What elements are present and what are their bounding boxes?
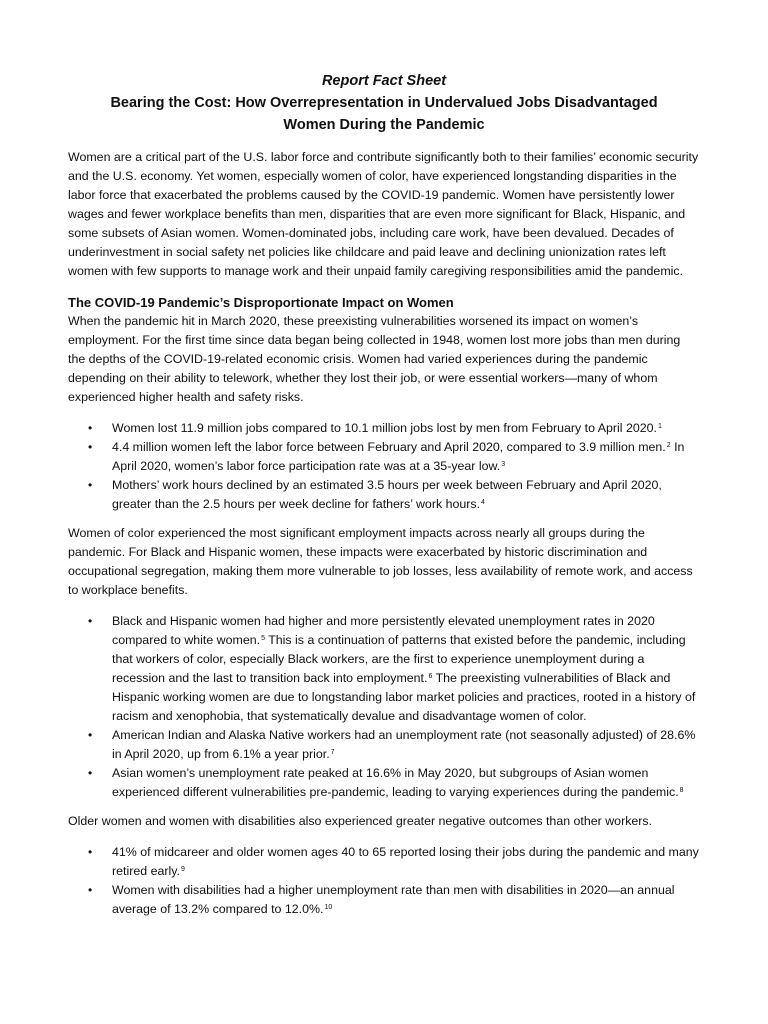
bullet-icon: • (88, 883, 93, 897)
bullet-list-older-disabilities (68, 843, 700, 919)
document-content (68, 70, 700, 919)
list-item-text-continued: The preexisting vulnerabilities of Black and Hispanic working women are due to longstanding labor market policies and practices, rooted in a history of racism and xenophobia, that systematically devalue and disadvantage women of color. (112, 671, 696, 723)
older-women-paragraph: Older women and women with disabilities also experienced greater negative outcomes than other workers. (68, 814, 653, 828)
bullet-icon: • (88, 766, 93, 780)
list-item-text: 4.4 million women left the labor force between February and April 2020, compared to 3.9 million men. (112, 440, 666, 454)
report-title-line-1: Bearing the Cost: How Overrepresentation in Undervalued Jobs Disadvantaged (110, 95, 658, 111)
list-item-black-hispanic (68, 612, 700, 726)
bullet-icon: • (88, 440, 93, 454)
bullet-icon: • (88, 421, 93, 435)
list-item-disabilities (68, 881, 700, 919)
list-item-labor-force (68, 438, 700, 476)
report-kicker: Report Fact Sheet (321, 73, 447, 89)
section-paragraph: When the pandemic hit in March 2020, these preexisting vulnerabilities worsened its impact on women’s employment. For the first time since data began being collected in 1948, women lost more jobs than men during the depths of the COVID-19-related economic crisis. Women had varied experiences during the pandemic depending on their ability to telework, whether they lost their job, or were essential workers—many of whom experienced higher health and safety risks. (68, 314, 681, 404)
footnote-ref: 9 (180, 866, 185, 873)
list-item-text-continued: In April 2020, women’s labor force participation rate was at a 35-year low. (112, 440, 685, 473)
list-item-text: American Indian and Alaska Native workers had an unemployment rate (not seasonally adjusted) of 28.6% in April 2020, up from 6.1% a year prior. (112, 728, 696, 761)
footnote-ref: 5 (261, 635, 265, 642)
bullet-list-job-losses (68, 419, 700, 514)
list-item-text: Women with disabilities had a higher unemployment rate than men with disabilities in 2020—an annual average of 13.2% compared to 12.0%. (112, 883, 675, 916)
women-of-color-paragraph: Women of color experienced the most significant employment impacts across nearly all groups during the pandemic. For Black and Hispanic women, these impacts were exacerbated by historic discrimination and occupational segregation, making them more vulnerable to job losses, less availability of remote work, and access to workplace benefits. (68, 526, 693, 597)
bullet-icon: • (88, 845, 93, 859)
report-title-line-2: Women During the Pandemic (283, 117, 485, 133)
document-header (68, 70, 700, 136)
footnote-ref: 4 (481, 499, 485, 506)
bullet-list-women-of-color (68, 612, 700, 802)
bullet-icon: • (88, 728, 93, 742)
section-heading: The COVID-19 Pandemic’s Disproportionate Impact on Women (68, 295, 454, 310)
footnote-ref: 10 (324, 904, 333, 911)
list-item-job-losses (68, 419, 700, 438)
footnote-ref: 1 (657, 423, 662, 430)
list-item-text: Asian women’s unemployment rate peaked at 16.6% in May 2020, but subgroups of Asian women experienced different vulnerabilities pre-pandemic, leading to varying experiences during the pandemic. (112, 766, 679, 799)
list-item-text: Women lost 11.9 million jobs compared to 10.1 million jobs lost by men from February to April 2020. (112, 421, 657, 435)
bullet-icon: • (88, 478, 93, 492)
list-item-asian-women (68, 764, 700, 802)
list-item-text: Mothers’ work hours declined by an estimated 3.5 hours per week between February and April 2020, greater than the 2.5 hours per week decline for fathers’ work hours. (112, 478, 662, 511)
footnote-ref: 8 (679, 787, 684, 794)
list-item-text-continued: This is a continuation of patterns that existed before the pandemic, including that workers of color, especially Black workers, are the first to experience unemployment during a recession and the last to transition back into employment. (112, 633, 686, 685)
list-item-american-indian (68, 726, 700, 764)
footnote-ref: 2 (666, 442, 671, 449)
list-item-midcareer (68, 843, 700, 881)
list-item-text: Black and Hispanic women had higher and more persistently elevated unemployment rates in 2020 compared to white women. (112, 614, 655, 647)
list-item-work-hours (68, 476, 700, 514)
list-item-text: 41% of midcareer and older women ages 40 to 65 reported losing their jobs during the pandemic and many retired early. (112, 845, 699, 878)
footnote-ref: 7 (330, 749, 335, 756)
intro-paragraph: Women are a critical part of the U.S. labor force and contribute significantly both to their families’ economic security and the U.S. economy. Yet women, especially women of color, have experienced longstanding disparities in the labor force that exacerbated the problems caused by the COVID-19 pandemic. Women have persistently lower wages and fewer workplace benefits than men, disparities that are even more significant for Black, Hispanic, and some subsets of Asian women. Women-dominated jobs, including care work, have been devalued. Decades of underinvestment in social safety net policies like childcare and paid leave and declining unionization rates left women with few supports to manage work and their unpaid family caregiving responsibilities amid the pandemic. (68, 150, 699, 278)
footnote-ref: 3 (501, 461, 506, 468)
footnote-ref: 6 (428, 673, 433, 680)
bullet-icon: • (88, 614, 93, 628)
